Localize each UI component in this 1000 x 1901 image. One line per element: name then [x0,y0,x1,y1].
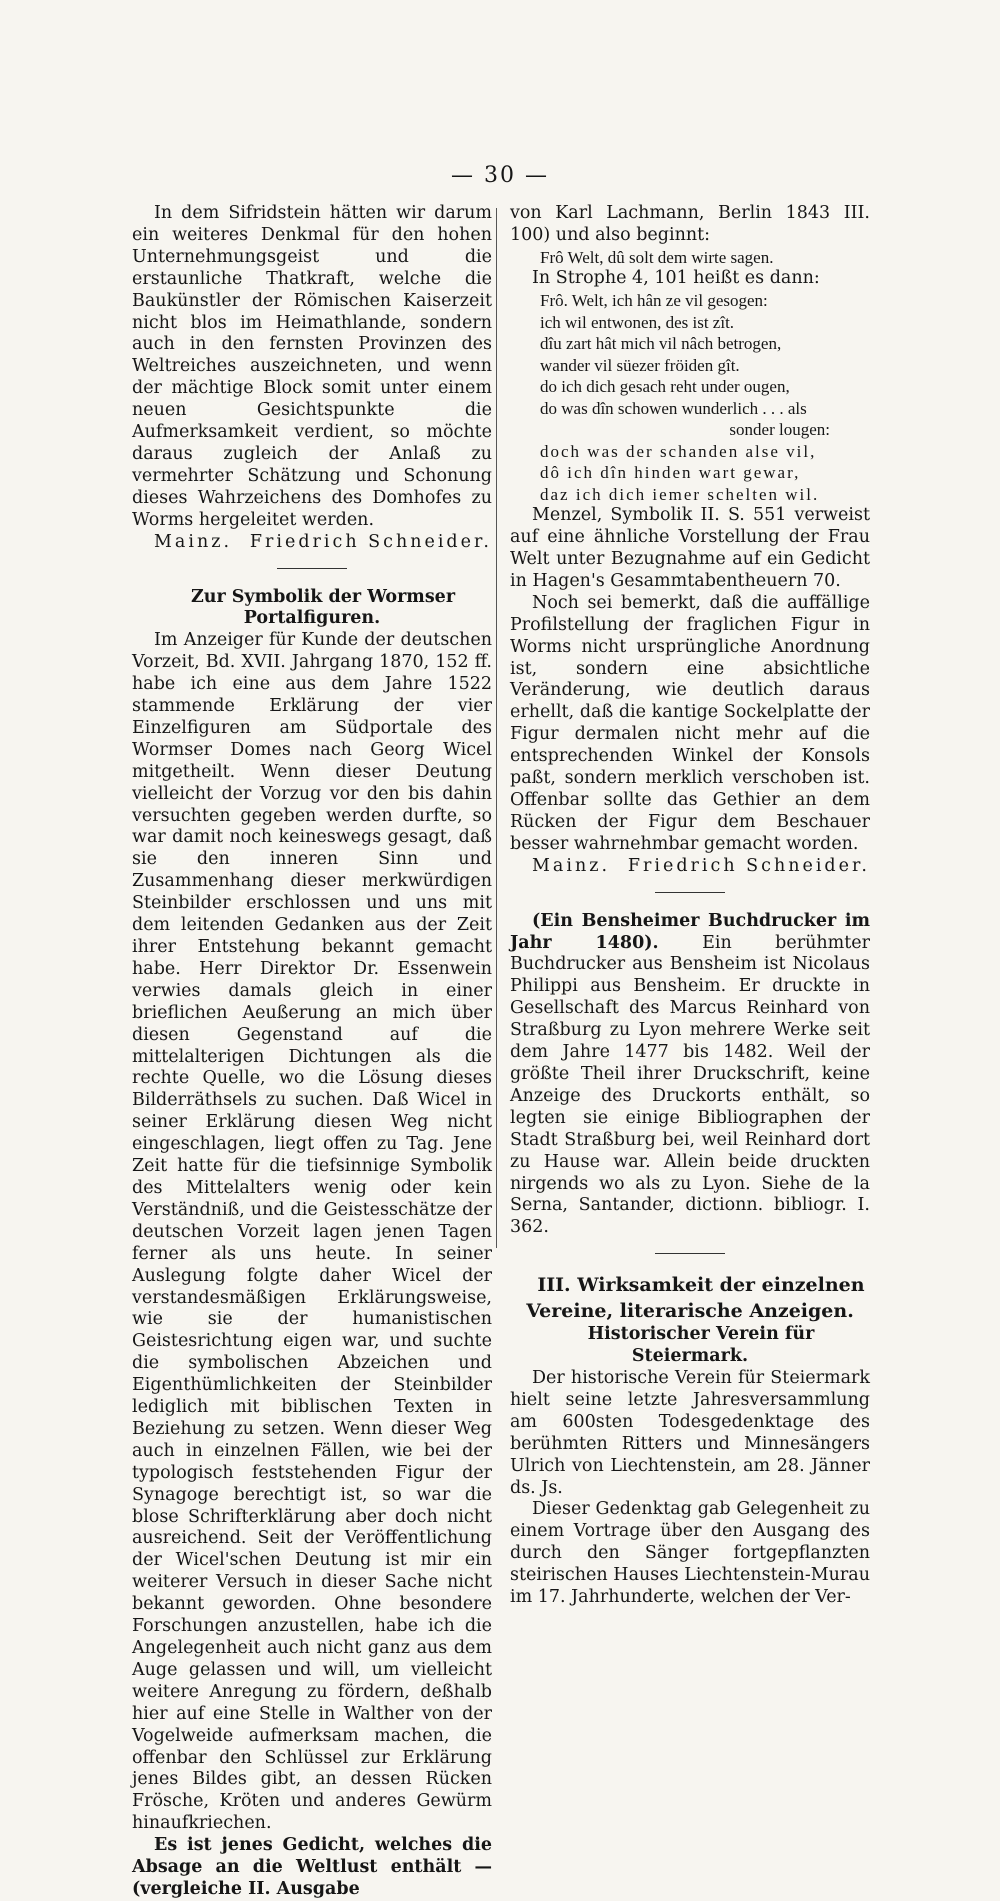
verse-line: Frô Welt, dû solt dem wirte sagen. [540,247,774,267]
noch-paragraph: Noch sei bemerkt, daß die auffällige Profilstellung der fraglichen Figur in Worms nicht ursprüngliche Anordnung ist, sondern eine absichtliche Veränderung, wie deutlich daraus erhellt, daß die kantige Sockelplatte der Figur dermalen nicht mehr auf die entsprechenden Winkel der Konsols paßt, sondern merklich verschoben ist. Offenbar sollte das Gethier an dem Rücken der Figur dem Beschauer besser wahrnehmbar gemacht worden. [510,592,870,854]
separator-rule [655,1253,725,1254]
verse-line: dô ich dîn hinden wart gewar, [540,463,801,483]
bensheim-paragraph [510,911,870,1240]
verse-block-1 [510,247,870,269]
verse-line: wander vil süezer fröiden gît. [540,355,740,375]
right-column [510,203,870,1609]
signature-place: Mainz. [154,531,233,552]
intro-paragraph: In dem Sifridstein hätten wir darum ein weiteres Denkmal für den hohen Unternehmungsgeist und die erstaunliche Thatkraft, welche die Baukünstler der Römischen Kaiserzeit nicht blos im Heimathlande, sondern auch in den fernsten Provinzen des Weltreiches auszeichneten, und wenn der mächtige Block somit unter einem neuen Gesichtspunkte die Aufmerksamkeit verdient, so möchte daraus zugleich der Anlaß zu vermehrter Schätzung und Schonung dieses Wahrzeichens des Domhofes zu Worms hergeleitet werden. [132,203,492,530]
signature-place: Mainz. [532,855,611,876]
section-heading: III. Wirksamkeit der einzelnen Vereine, literarische Anzeigen. [526,1274,865,1323]
section-subheading: Historischer Verein für Steiermark. [587,1324,815,1367]
verse-line: doch was der schanden alse vil, [540,441,817,461]
verse-block-2 [510,290,870,505]
steiermark-paragraph-2: Dieser Gedenktag gab Gelegenheit zu einem Vortrage über den Ausgang des durch den Sänger fortgepflanzten steirischen Hauses Liechtenstein-Murau im 17. Jahrhunderte, welchen der Ver- [510,1499,870,1608]
signature-2 [510,856,870,878]
verse-line: do ich dich gesach reht under ougen, [540,377,790,397]
signature-1 [132,532,492,554]
verse-line: Frô. Welt, ich hân ze vil gesogen: [540,291,768,311]
column-divider [496,208,497,1248]
verse-line: do was dîn schowen wunderlich . . . als [540,398,807,418]
bensheim-lead: (Ein Bensheimer Buchdrucker im Jahr 1480). [510,910,870,953]
separator-rule [277,568,347,569]
article-paragraph-2: Es ist jenes Gedicht, welches die Absage an die Weltlust enthält — (vergleiche II. Ausgabe [132,1835,492,1899]
steiermark-paragraph-1: Der historische Verein für Steiermark hielt seine letzte Jahresversammlung am 600sten Todesgedenktage des berühmten Ritters und Minnesängers Ulrich von Liechtenstein, am 28. Jänner ds. Js. [510,1368,870,1498]
article-paragraph-1: Im Anzeiger für Kunde der deutschen Vorzeit, Bd. XVII. Jahrgang 1870, 152 ff. habe ich eine aus dem Jahre 1522 stammende Erklärung der vier Einzelfiguren am Südportale des Wormser Domes nach Georg Wicel mitgetheilt. Wenn dieser Deutung vielleicht der Vorzug vor den bis dahin versuchten gegeben werden durfte, so war damit noch keineswegs gesagt, daß sie den inneren Sinn und Zusammenhang dieser merkwürdigen Steinbilder erschlossen und uns mit dem leitenden Gedanken aus der Zeit ihrer Entstehung bekannt gemacht habe. Herr Direktor Dr. Essenwein verwies damals gleich in einer brieflichen Aeußerung an mich über diesen Gegenstand auf die mittelalterigen Dichtungen als die rechte Quelle, wo die Lösung dieses Bilderräthsels zu suchen. Daß Wicel in seiner Erklärung diesen Weg nicht eingeschlagen, liegt offen zu Tag. Jene Zeit hatte für die tiefsinnige Symbolik des Mittelalters wenig oder kein Verständniß, und die Geistesschätze der deutschen Vorzeit lagen jenen Tagen ferner als uns heute. In seiner Auslegung folgte daher Wicel der verstandesmäßigen Erklärungsweise, wie sie der humanistischen Geistesrichtung eigen war, und suchte die symbolischen Abzeichen und Eigenthümlichkeiten der Steinbilder lediglich mit biblischen Texten in Beziehung zu setzen. Wenn dieser Weg auch in einzelnen Fällen, wie bei der typologisch feststehenden Figur der Synagoge berechtigt ist, so war die blose Schrifterklärung aber doch nicht ausreichend. Seit der Veröffentlichung der Wicel'schen Deutung ist mir ein weiterer Versuch in dieser Sache nicht bekannt geworden. Ohne besondere Forschungen anzustellen, habe ich die Angelegenheit auch nicht ganz aus dem Auge gelassen und will, um vielleicht weitere Anregung zu fördern, deßhalb hier auf eine Stelle in Walther von der Vogelweide aufmerksam machen, die offenbar den Schlüssel zur Erklärung jenes Bildes gibt, an dessen Rücken Frösche, Kröten und anderes Gewürm hinaufkriechen. [132,630,492,1834]
verse-line: daz ich dich iemer schelten wil. [540,484,820,504]
verse-line: ich wil entwonen, des ist zît. [540,312,735,332]
article-heading: Zur Symbolik der Wormser Portalfiguren. [190,586,456,629]
verse-line: sonder lougen: [729,420,830,440]
page-number: — 30 — [451,163,549,188]
continued-paragraph: von Karl Lachmann, Berlin 1843 III. 100) und also beginnt: [510,203,870,245]
signature-name: Friedrich Schneider. [627,855,870,876]
verse-line: dîu zart hât mich vil nâch betrogen, [540,334,782,354]
bensheim-text: Ein berühmter Buchdrucker aus Bensheim ist Nicolaus Philippi aus Bensheim. Er druckte in Gesellschaft des Marcus Reinhard von Straßburg zu Lyon mehrere Werke seit dem Jahre 1477 bis 1482. Weil der größte Theil ihrer Druckschrift, keine Anzeige des Druckorts enthält, so legten sie einige Bibliographen der Stadt Straßburg bei, weil Reinhard dort zu Hause war. Allein beide druckten nirgends wo als zu Lyon. Siehe de la Serna, Santander, dictionn. bibliogr. I. 362. [510,932,870,1238]
separator-rule [655,892,725,893]
left-column [132,203,492,1901]
strophe-intro: In Strophe 4, 101 heißt es dann: [532,268,820,289]
signature-name: Friedrich Schneider. [249,531,492,552]
menzel-paragraph: Menzel, Symbolik II. S. 551 verweist auf eine ähnliche Vorstellung der Frau Welt unter Bezugnahme auf ein Gedicht in Hagen's Gesammtabentheuern 70. [510,505,870,591]
